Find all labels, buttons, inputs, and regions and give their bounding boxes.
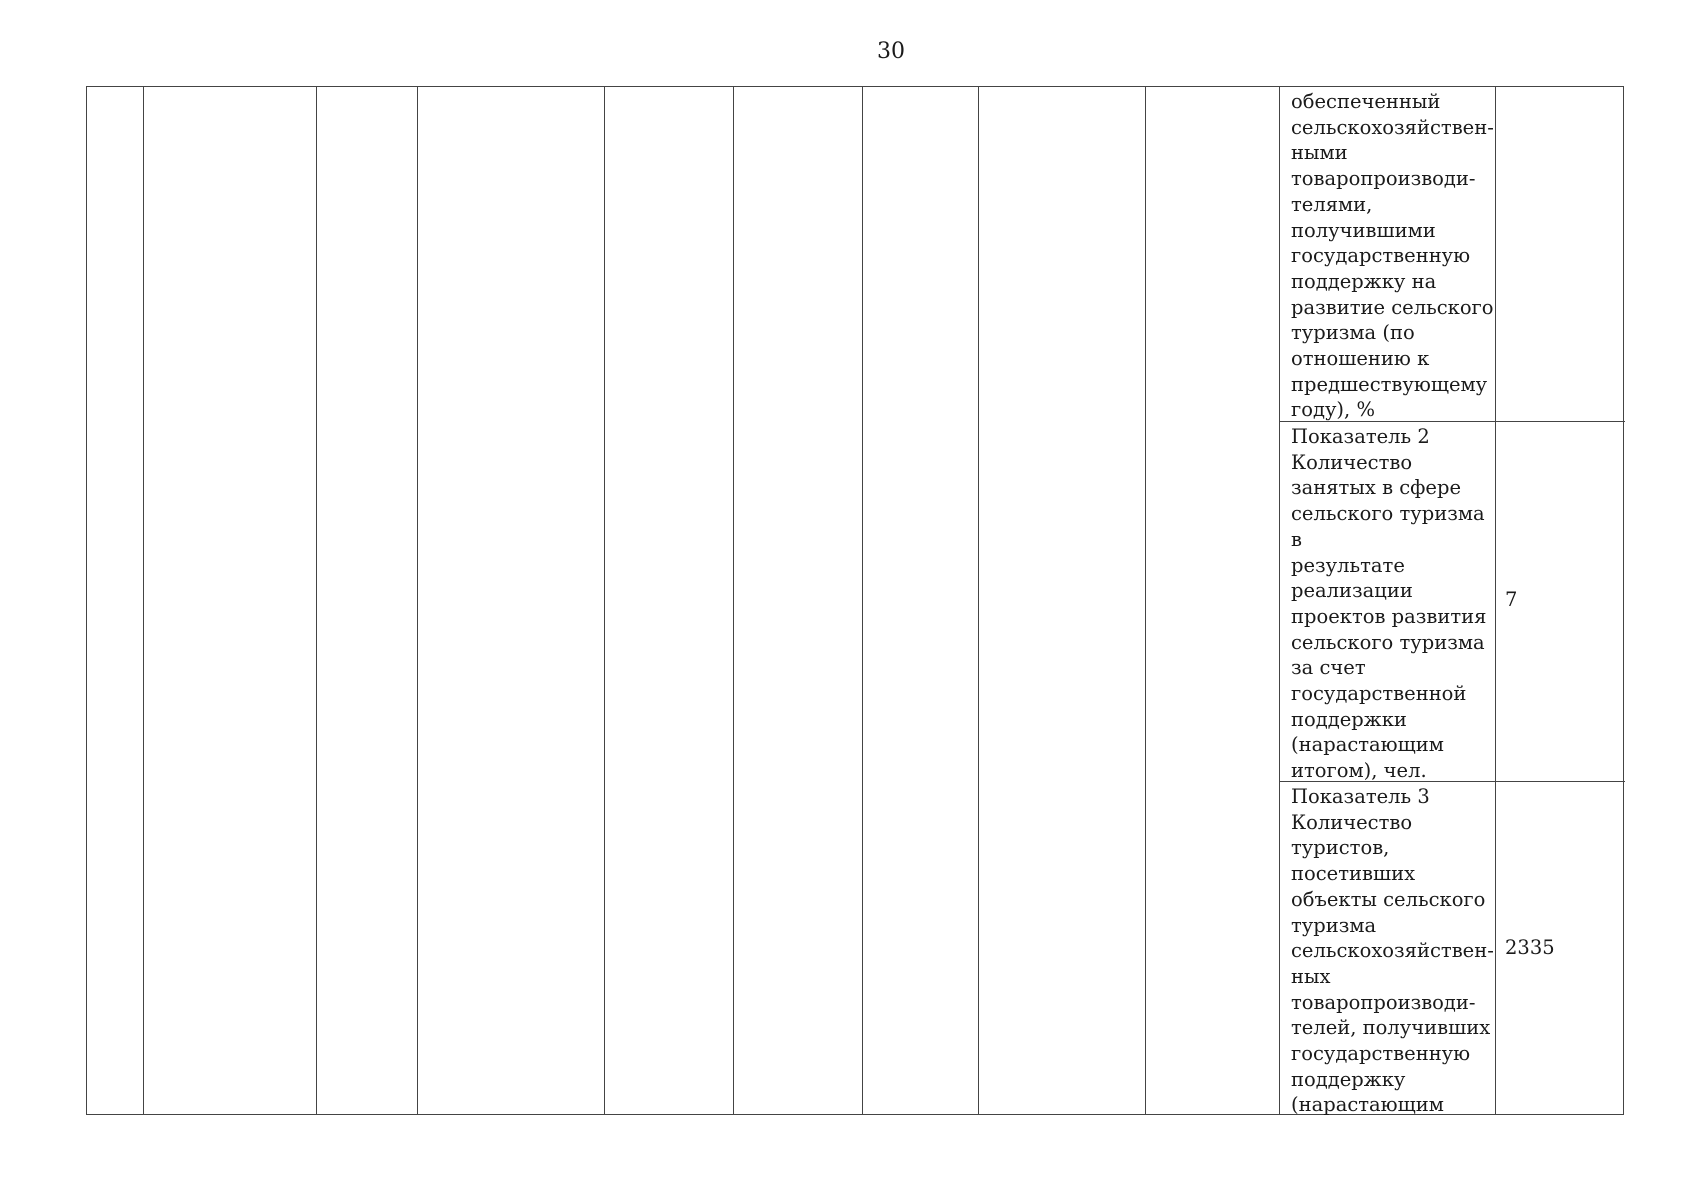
value-cell: 2335 bbox=[1505, 936, 1555, 959]
column-divider bbox=[143, 87, 144, 1114]
column-divider bbox=[1145, 87, 1146, 1114]
column-divider bbox=[978, 87, 979, 1114]
column-divider bbox=[604, 87, 605, 1114]
column-divider bbox=[1279, 87, 1280, 1114]
indicator-cell: Показатель 3 Количество туристов, посетивших объекты сельского туризма сельскохозяйствен- ных товаропроизводи- телей, получивших государственную поддержку (нарастающим bbox=[1291, 785, 1494, 1117]
data-table bbox=[86, 86, 1624, 1115]
indicator-cell: обеспеченный сельскохозяйствен- ными товаропроизводи- телями, получившими государственную поддержку на развитие сельского туризма (по отношению к предшествующему году), % bbox=[1291, 90, 1494, 422]
indicator-cell: Показатель 2 Количество занятых в сфере сельского туризма в результате реализации проектов развития сельского туризма за счет государственной поддержки (нарастающим итогом), чел. bbox=[1291, 425, 1487, 783]
page-number: 30 bbox=[877, 39, 905, 64]
column-divider bbox=[316, 87, 317, 1114]
column-divider bbox=[733, 87, 734, 1114]
value-cell: 7 bbox=[1505, 588, 1518, 611]
column-divider bbox=[417, 87, 418, 1114]
column-divider bbox=[862, 87, 863, 1114]
